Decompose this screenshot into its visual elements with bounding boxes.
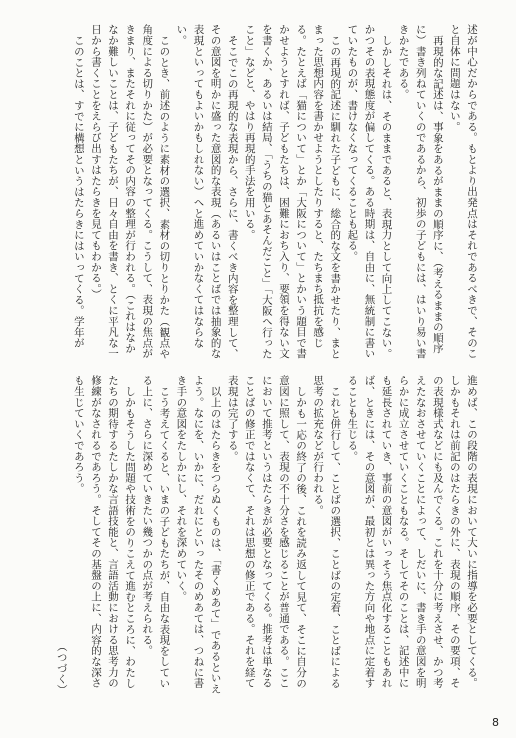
paragraph: しかしそれは、そのままであると、表現力として向上してこない。かつその表現態度が偏してくる。ある時期は、自由に、無統制に書いていたものが、書けなくなってくることも起る。	[346, 24, 393, 359]
paragraph: このことは、すでに構想というはたらきにはいってくる。学年が	[72, 34, 85, 348]
paragraph: これと併行して、ことばの選択、ことばの定着、ことばによる思考の拡充などが行われる。	[312, 375, 342, 688]
paragraph: 再現的な記述は、事象をあるがままの順序に、（考えるままの順序に）書き列ねていくのであるから、初歩の子どもには、はいり易い書きかたである。	[397, 24, 444, 359]
paragraph: しかも一応の終了の後、これを読み返して見て、そこに自分の意図に照して、表現の不十分さを感じることが普通である。ここにおいて推考というはたらきが必要となってくる。推考は単なることばの修正ではなくて、それは思想の修正である。それを経て表現は完了する。	[226, 375, 308, 689]
paragraph: このとき、前述のように素材の選択、素材の切りとりかた（観点や角度による切りかた）が必要となってくる。こうして、表現の焦点がきまり、またそれに従ってその内容の整理が行われる。（これはなかなか難しいことは、子どもたちが、日々自由を書き、とくに平凡な一日から書くことをえらび出すはたらきを見てもわかる。）	[89, 24, 171, 359]
paragraph: そこでこの再現的な表現から、さらに、書くべき内容を整理して、その意図を明かに盛った意図的な表現（あるいはことばでは抽象的な表現といってもよいかもしれない）へと進めていかなくてはならない。	[175, 24, 239, 359]
paragraph: 以上のはたらきをつらぬくものは、「書くめあて」であるといえよう。なにを、いかに、だれにといったそのめあては、つねに書き手の意図をたしかにし、それを深めていく。	[175, 375, 222, 694]
page-number: 8	[492, 716, 499, 729]
paragraph: 述が中心だからである。もとより出発点はそれであるべきで、そのこと自体に問題はない。	[448, 24, 478, 359]
lower-text-block	[44, 375, 480, 695]
paragraph: 進めば、この段階の表現において大いに指導を必要としてくる。しかもそれは前記のはたらきの外に、表現の順序、その要項、その表現様式などにも及んでくる。これを十分に考えさせ、かつ考えたなおさせていくことによって、しだいに、書き手の意図を明らかに成立させていくこともなる。そしてそのことは、記述中にも延長されていき、事前の意図がいっそう焦点化することもあれば、ときには、その意図が、最初とは異った方向や地点に定着することも生じる。	[346, 375, 478, 689]
paragraph: この再現的記述に馴れた子どもに、総合的な文を書かせたり、まとまった思想内容を書かせようとしたりすると、たちまち抵抗を感じる。たとえば「猫について」とか「大阪について」とかいう題目で書かせようとすれば、子どもたちは、困難におち入り、要領を得ない文を書くか、あるいは結局、「うちの猫とあそんだこと」「大阪へ行ったこと」などと、やはり再現的手法を用いる。	[243, 24, 342, 360]
continued-marker: （つづく）	[55, 641, 68, 695]
paragraph: しかもそうした問題や技術をのりこえて進むところに、わたしたちの期待するたしかな言語技能と、言語活動における思考力の修練がなされるであろう。そしてその基盤の上に、内容的な深さも生じていくであろう。	[72, 375, 137, 689]
paragraph: こう考えてくると、いまの子どもたちが、自由な表現をしている上に、さらに深めていきたい幾つかの点が考えられる。	[141, 375, 171, 688]
upper-text-block	[44, 24, 480, 364]
